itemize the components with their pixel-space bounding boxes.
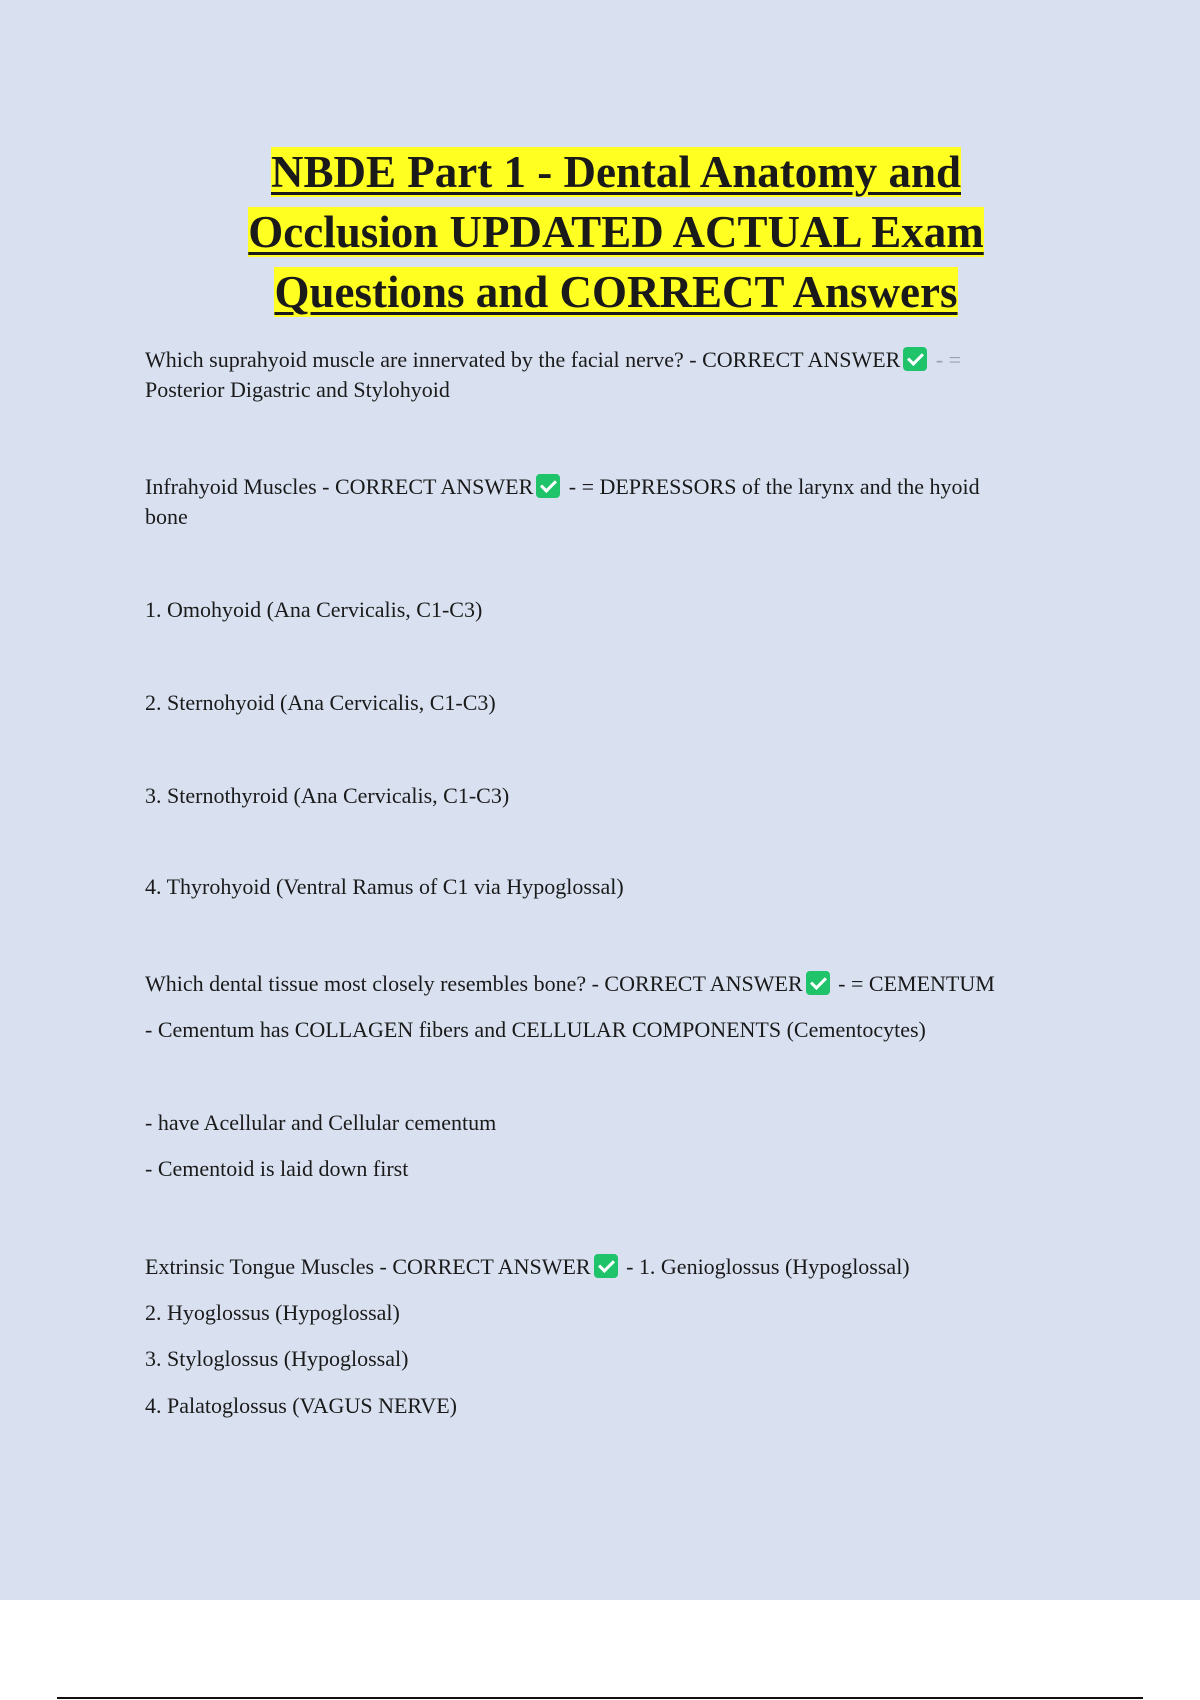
- list-item: 3. Sternothyroid (Ana Cervicalis, C1-C3): [145, 783, 510, 808]
- check-mark-icon: [903, 347, 927, 371]
- qa-2-answer: bone: [145, 504, 188, 529]
- title-line-3: Questions and CORRECT Answers: [274, 267, 958, 317]
- qa-answer-text: - = DEPRESSORS of the larynx and the hyoid: [563, 474, 980, 499]
- list-item: 2. Hyoglossus (Hypoglossal): [145, 1300, 400, 1325]
- list-item: 4. Palatoglossus (VAGUS NERVE): [145, 1393, 457, 1418]
- document-title: [120, 142, 1112, 322]
- list-item: - Cementoid is laid down first: [145, 1156, 409, 1181]
- qa-question-text: Infrahyoid Muscles - CORRECT ANSWER: [145, 474, 534, 499]
- footer-divider: [57, 1697, 1143, 1699]
- qa-answer-text: - = CEMENTUM: [832, 971, 995, 996]
- qa-4-question: [145, 1251, 1085, 1282]
- qa-question-text: Extrinsic Tongue Muscles - CORRECT ANSWER: [145, 1254, 591, 1279]
- check-mark-icon: [594, 1254, 618, 1278]
- title-line-2: Occlusion UPDATED ACTUAL Exam: [248, 207, 984, 257]
- qa-2-question: [145, 471, 1085, 502]
- list-item: 2. Sternohyoid (Ana Cervicalis, C1-C3): [145, 690, 496, 715]
- qa-3-question: [145, 968, 1085, 999]
- qa-answer-text: - 1. Genioglossus (Hypoglossal): [620, 1254, 910, 1279]
- list-item: 3. Styloglossus (Hypoglossal): [145, 1346, 409, 1371]
- check-mark-icon: [806, 971, 830, 995]
- qa-answer-separator: - =: [930, 347, 962, 372]
- list-item: - have Acellular and Cellular cementum: [145, 1110, 497, 1135]
- list-item: 4. Thyrohyoid (Ventral Ramus of C1 via Hypoglossal): [145, 874, 624, 899]
- list-item: - Cementum has COLLAGEN fibers and CELLULAR COMPONENTS (Cementocytes): [145, 1017, 926, 1042]
- title-line-1: NBDE Part 1 - Dental Anatomy and: [270, 147, 961, 197]
- check-mark-icon: [536, 474, 560, 498]
- qa-question-text: Which suprahyoid muscle are innervated by the facial nerve? - CORRECT ANSWER: [145, 347, 901, 372]
- qa-1-question: [145, 344, 1085, 375]
- qa-question-text: Which dental tissue most closely resembles bone? - CORRECT ANSWER: [145, 971, 803, 996]
- list-item: 1. Omohyoid (Ana Cervicalis, C1-C3): [145, 597, 483, 622]
- qa-1-answer: Posterior Digastric and Stylohyoid: [145, 377, 450, 402]
